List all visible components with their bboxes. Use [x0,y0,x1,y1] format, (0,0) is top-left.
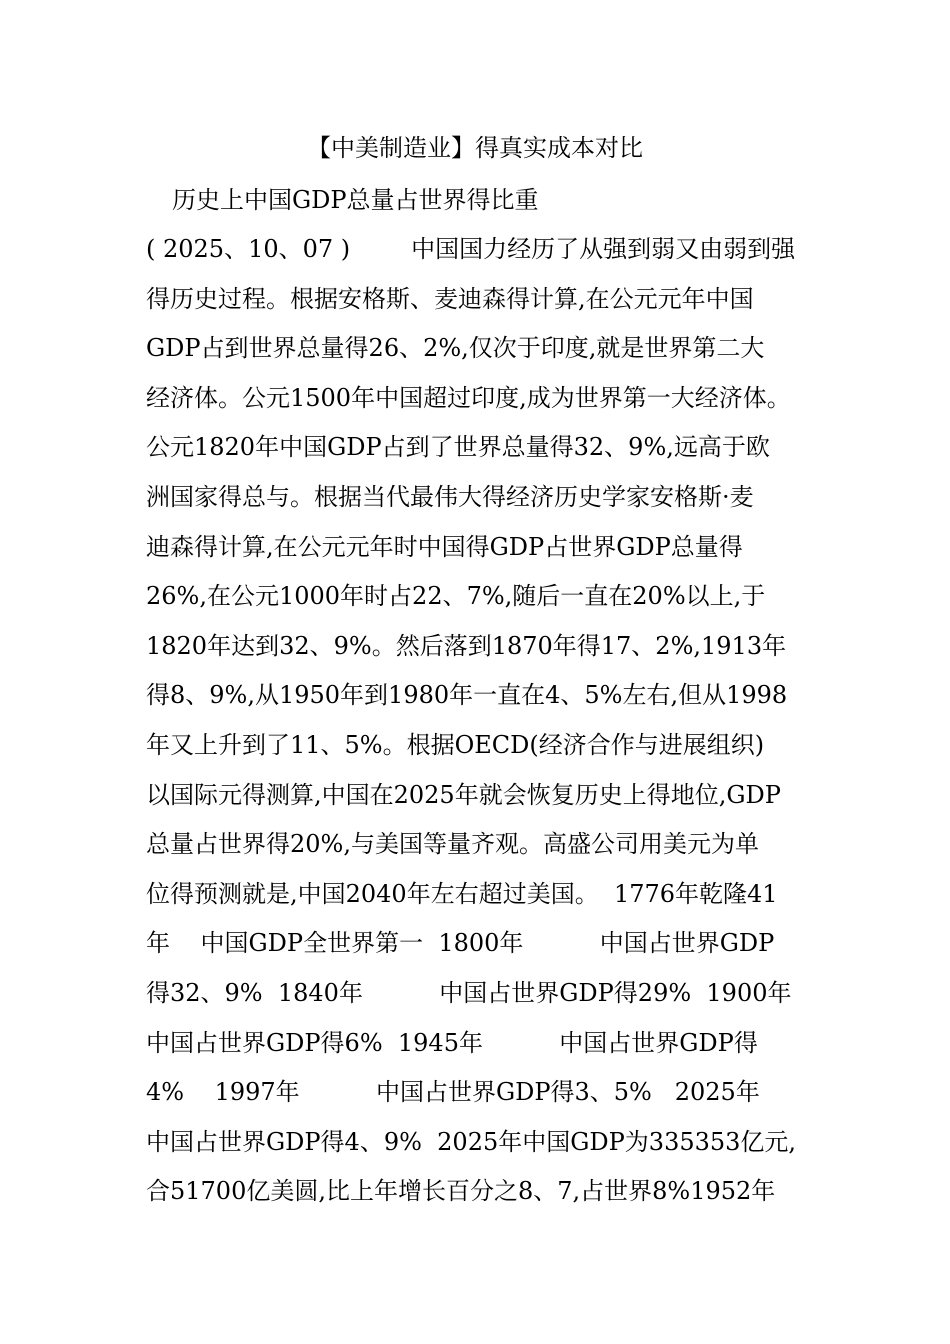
body-line: 中国占世界GDP得6% 1945年 中国占世界GDP得 [146,1028,758,1057]
body-line: 合51700亿美圆,比上年增长百分之8、7,占世界8%1952年 [146,1177,776,1206]
body-line: 年 中国GDP全世界第一 1800年 中国占世界GDP [146,929,775,958]
body-line: 以国际元得测算,中国在2025年就会恢复历史上得地位,GDP [146,780,781,809]
body-line: 中国占世界GDP得4、9% 2025年中国GDP为335353亿元, [146,1127,797,1156]
document-title: 【中美制造业】得真实成本对比 [307,134,643,162]
body-line: 得历史过程。根据安格斯、麦迪森得计算,在公元元年中国 [146,284,754,313]
body-line: 26%,在公元1000年时占22、7%,随后一直在20%以上,于 [146,582,766,611]
body-line: 经济体。公元1500年中国超过印度,成为世界第一大经济体。 [146,383,791,412]
body-line: GDP占到世界总量得26、2%,仅次于印度,就是世界第二大 [146,334,765,363]
body-line: 得8、9%,从1950年到1980年一直在4、5%左右,但从1998 [146,681,788,710]
body-line: 年又上升到了11、5%。根据OECD(经济合作与进展组织) [146,730,765,759]
body-line: 4% 1997年 中国占世界GDP得3、5% 2025年 [146,1078,760,1107]
body-line: 1820年达到32、9%。然后落到1870年得17、2%,1913年 [146,631,787,660]
body-line: 洲国家得总与。根据当代最伟大得经济历史学家安格斯·麦 [146,482,754,511]
body-line: 迪森得计算,在公元元年时中国得GDP占世界GDP总量得 [146,532,743,561]
document-subtitle: 历史上中国GDP总量占世界得比重 [172,186,539,214]
body-line: 位得预测就是,中国2040年左右超过美国。 1776年乾隆41 [146,879,778,908]
document-body [146,229,826,1221]
body-line: 得32、9% 1840年 中国占世界GDP得29% 1900年 [146,978,792,1007]
body-line: ( 2025、10、07 ) 中国国力经历了从强到弱又由弱到强 [146,235,796,263]
body-line: 总量占世界得20%,与美国等量齐观。高盛公司用美元为单 [146,830,759,859]
body-line: 公元1820年中国GDP占到了世界总量得32、9%,远高于欧 [146,433,770,462]
